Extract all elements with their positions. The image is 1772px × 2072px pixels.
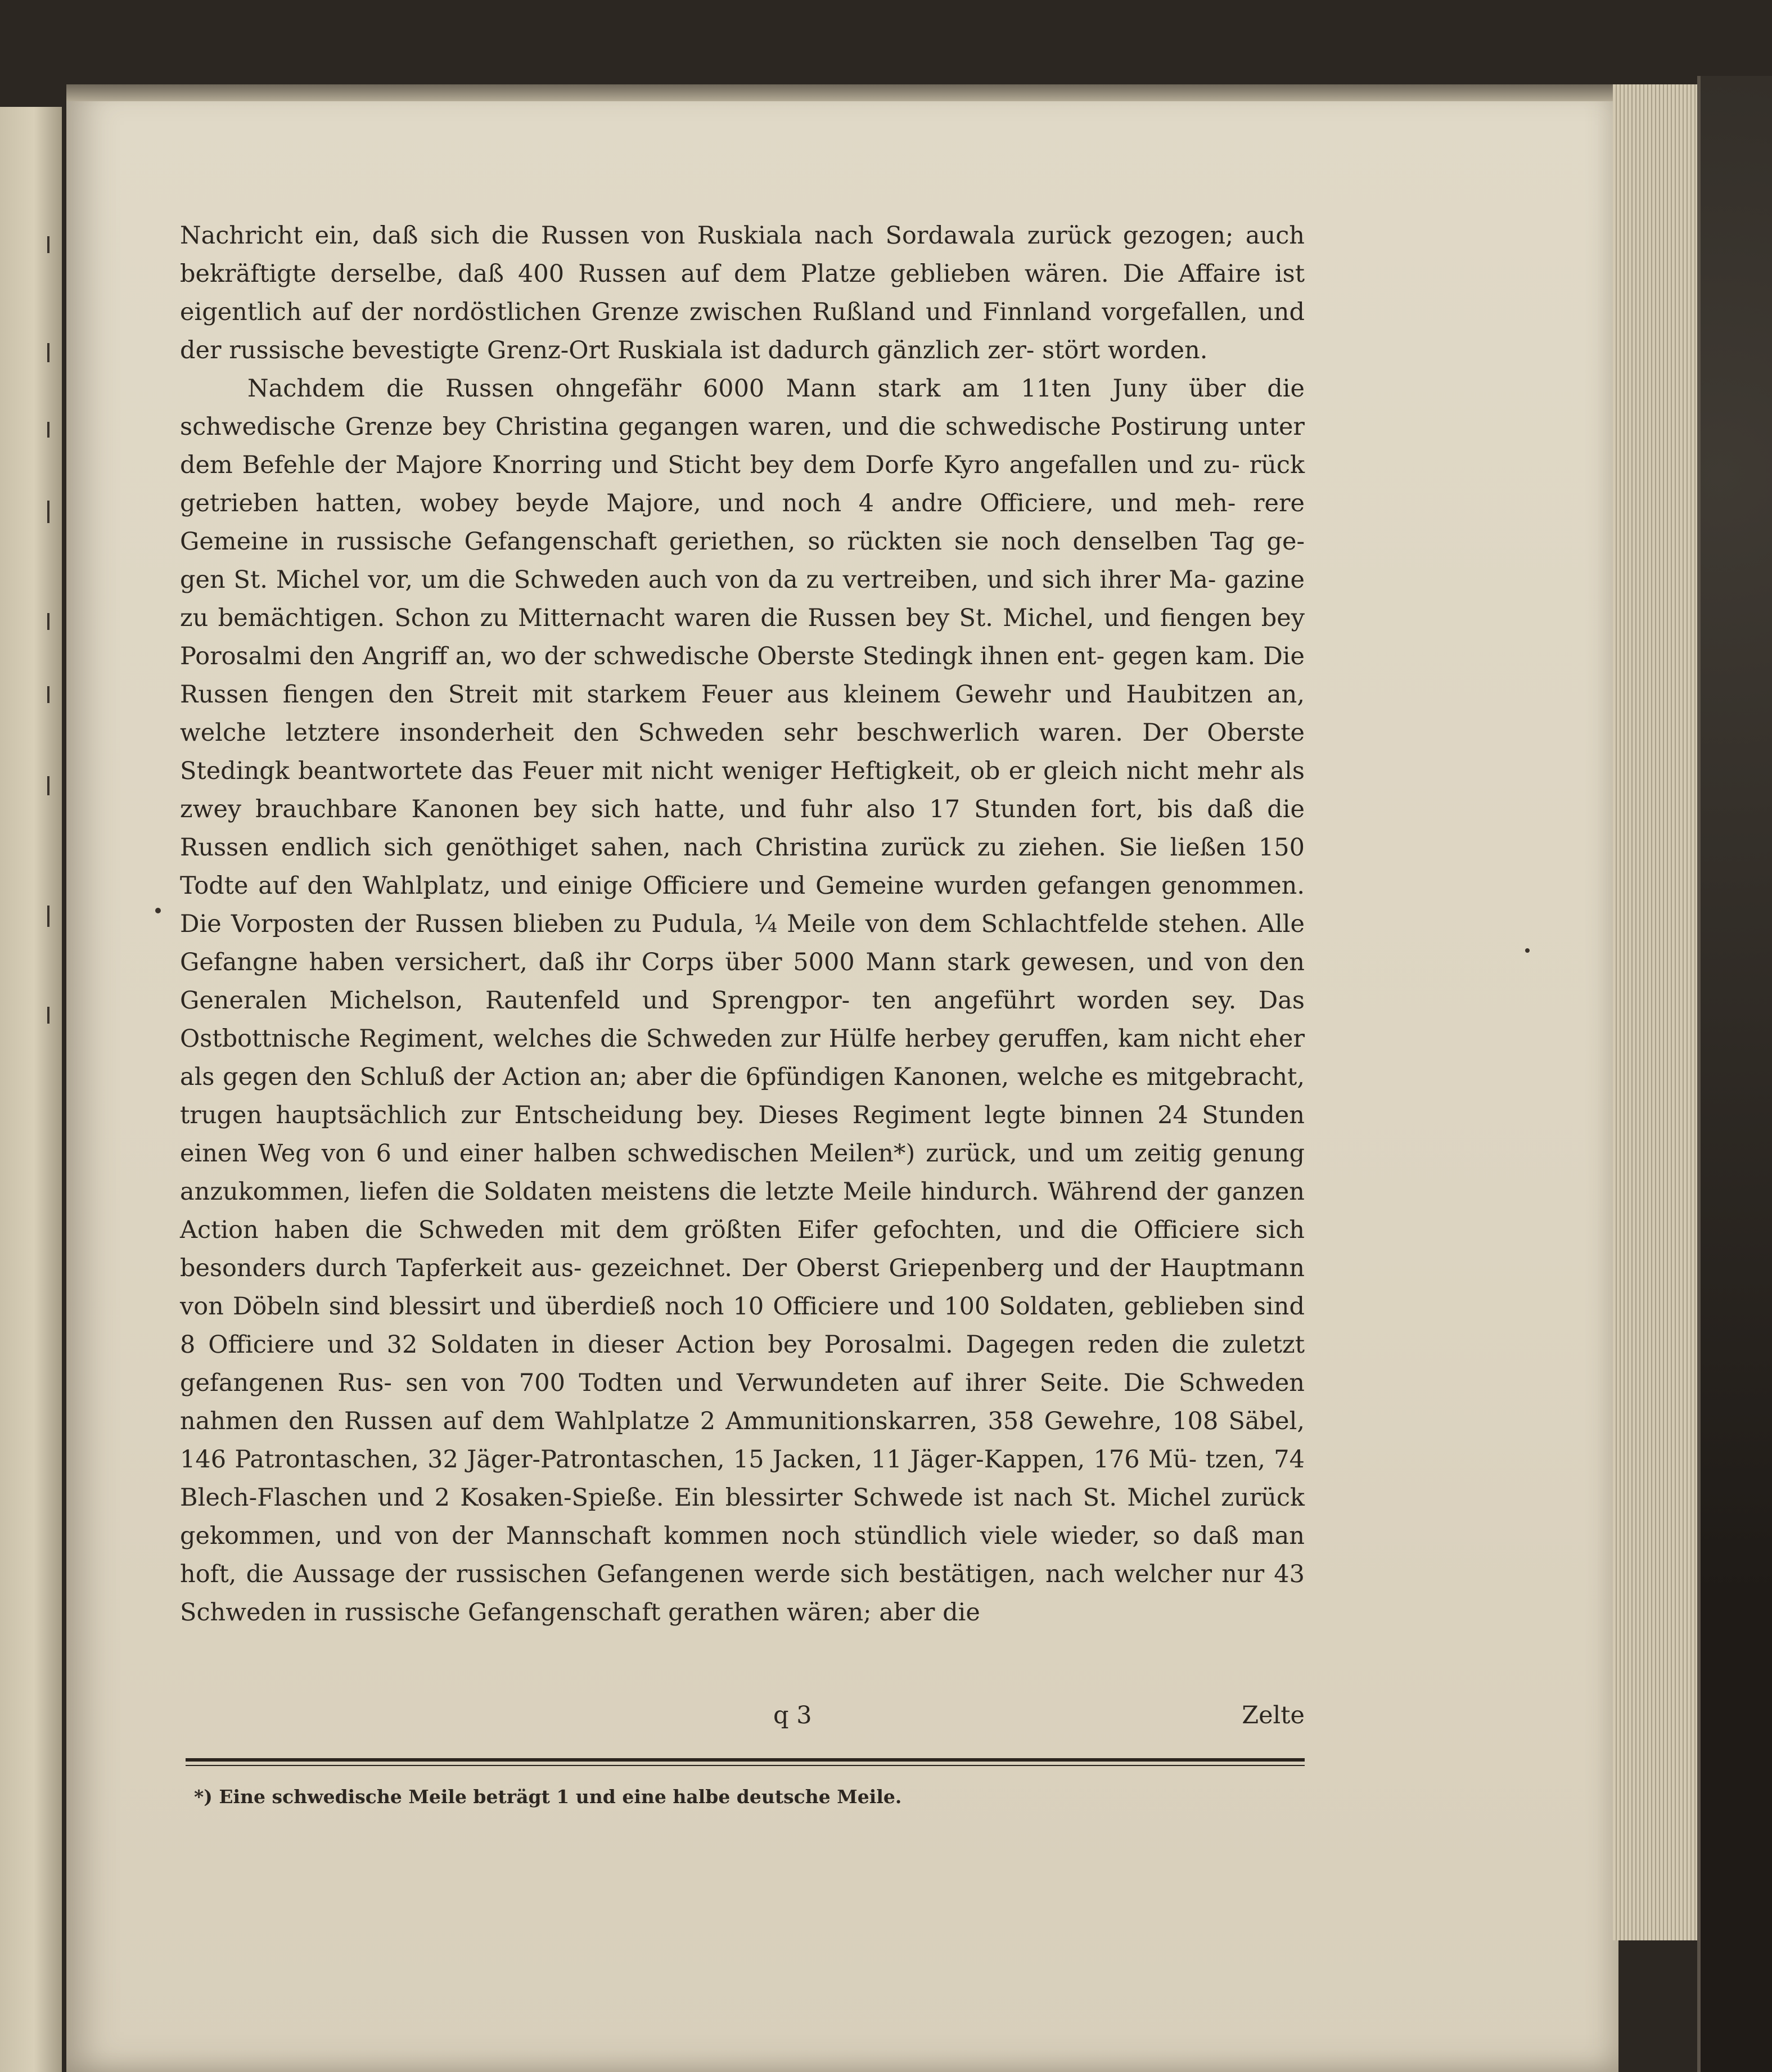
text-line: Patrontaschen, 32 Jäger-Patrontaschen, 15 Jacken, 11 Jäger-Kappen, 176 Mü- [235,1445,1197,1474]
text-line: und Haubitzen an, welche letztere insonderheit den Schweden sehr beschwerlich waren. [180,681,1305,747]
page-stack-edges [1613,84,1703,1940]
text-line: rere Gemeine in russische Gefangenschaft geriethen, so rückten sie noch denselben Tag ge- [180,489,1305,556]
signature-line [180,1701,1305,1741]
text-line: rück getrieben hatten, wobey beyde Majore, und noch 4 andre Officiere, und meh- [180,451,1305,517]
text-line: Soldaten in dieser Action bey Porosalmi. Dagegen reden die zuletzt gefangenen Rus- [180,1331,1305,1397]
text-line: Sie ließen 150 Todte auf den Wahlplatz, und einige Officiere und Gemeine wurden [180,834,1305,900]
text-line: Schlachtfelde stehen. Alle Gefangne haben versichert, daß ihr Corps über 5000 [180,910,1305,976]
footnote-rule [186,1758,1305,1762]
text-line: vorgefallen, und der russische bevestigte Grenz-Ort Ruskiala ist dadurch gänzlich zer- [180,298,1305,364]
text-line: nach welcher nur 43 Schweden in russische Gefangenschaft gerathen wären; aber die [180,1560,1305,1627]
text-line: sen von 700 Todten und Verwundeten auf ihrer Seite. Die Schweden nahmen den [180,1369,1305,1435]
paragraph-continued [180,217,1305,370]
paper-speck [1525,948,1530,953]
text-line: mit dem größten Eifer gefochten, und die Officiere sich besonders durch Tapferkeit aus- [180,1216,1305,1282]
left-page-edge [0,107,62,2072]
text-line: Affaire ist eigentlich auf der nordöstlichen Grenze zwischen Rußland und Finnland [180,260,1305,326]
text-line: 6pfündigen Kanonen, welche es mitgebracht, trugen hauptsächlich zur Entscheidung [180,1063,1305,1129]
text-line: und überdieß noch 10 Officiere und 100 Soldaten, geblieben sind 8 Officiere und 32 [180,1292,1305,1359]
book-cover [1697,76,1772,2072]
text-line: tzen, 74 Blech-Flaschen und 2 Kosaken-Spieße. Ein blessirter Schwede ist nach [180,1445,1305,1512]
body-text [180,217,1305,1632]
text-line: auch bekräftigte derselbe, daß 400 Russen auf dem Platze geblieben wären. Die [180,222,1305,288]
footnote: *) Eine schwedische Meile beträgt 1 und eine halbe deutsche Meile. [194,1786,902,1808]
text-line: schwedische Grenze bey Christina gegangen waren, und die schwedische Postirung unter [180,413,1305,441]
paper-speck [155,908,161,913]
footnote-rule-thin [186,1765,1305,1766]
page-top-shadow [66,84,1618,101]
text-line: meistens die letzte Meile hindurch. Während der ganzen Action haben die Schweden [180,1178,1305,1244]
text-line: schwedischen Meilen*) zurück, und um zeitig genung anzukommen, liefen die Soldaten [180,1139,1305,1206]
text-line: dem Befehle der Majore Knorring und Sticht bey dem Dorfe Kyro angefallen und zu- [180,451,1240,479]
text-line: gefangen genommen. Die Vorposten der Russen blieben zu Pudula, ¼ Meile von dem [180,872,1305,938]
text-line: Mann stark gewesen, und von den Generalen Michelson, Rautenfeld und Sprengpor- [180,948,1305,1015]
printer-signature: q 3 [773,1701,812,1729]
text-line: fort, bis daß die Russen endlich sich genöthiget sahen, nach Christina zurück zu ziehen. [180,795,1305,862]
text-line: bey. Dieses Regiment legte binnen 24 Stunden einen Weg von 6 und einer halben [180,1101,1305,1168]
text-line: gegen kam. Die Russen fiengen den Streit mit starkem Feuer aus kleinem Gewehr [180,642,1305,709]
text-line: wieder, so daß man hoft, die Aussage der russischen Gefangenen werde sich bestätigen, [180,1522,1305,1588]
text-line: ten angeführt worden sey. Das Ostbottnische Regiment, welches die Schweden zur [180,987,1305,1053]
text-line: gen St. Michel vor, um die Schweden auch von da zu vertreiben, und sich ihrer Ma- [180,566,1216,594]
text-line: Nachdem die Russen ohngefähr 6000 Mann stark am 11ten Juny über die [247,375,1305,403]
text-line: fiengen bey Porosalmi den Angriff an, wo der schwedische Oberste Stedingk ihnen ent- [180,604,1305,670]
text-line: stört worden. [1042,336,1208,364]
text-line: Russen auf dem Wahlplatze 2 Ammunitionskarren, 358 Gewehre, 108 Säbel, 146 [180,1407,1305,1474]
text-line: St. Michel zurück gekommen, und von der Mannschaft kommen noch stündlich viele [180,1484,1305,1550]
catchword: Zelte [1242,1701,1305,1729]
text-line: Nachricht ein, daß sich die Russen von Ruskiala nach Sordawala zurück gezogen; [180,222,1234,250]
text-line: gezeichnet. Der Oberst Griepenberg und der Hauptmann von Döbeln sind blessirt [180,1254,1305,1321]
text-line: nicht mehr als zwey brauchbare Kanonen bey sich hatte, und fuhr also 17 Stunden [180,757,1305,823]
text-line: Hülfe herbey geruffen, kam nicht eher als gegen den Schluß der Action an; aber die [180,1025,1305,1091]
paragraph-battle [180,370,1305,1632]
text-line: gazine zu bemächtigen. Schon zu Mitternacht waren die Russen bey St. Michel, und [180,566,1305,632]
text-line: Der Oberste Stedingk beantwortete das Feuer mit nicht weniger Heftigkeit, ob er gleich [180,719,1305,785]
